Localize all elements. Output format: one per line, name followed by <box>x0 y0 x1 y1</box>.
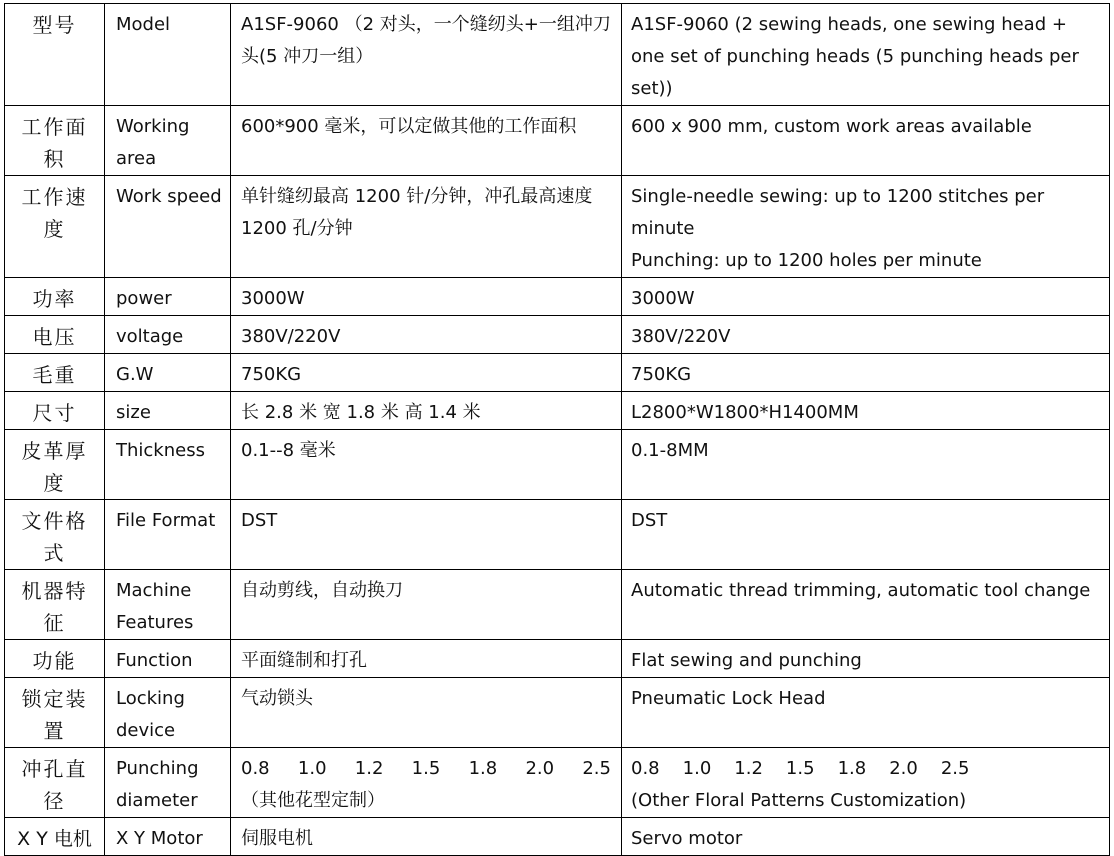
diameter-value: 1.5 <box>785 758 815 779</box>
diameter-note: （其他花型定制） <box>241 790 385 811</box>
zh-description: 长 2.8 米 宽 1.8 米 高 1.4 米 <box>231 392 622 430</box>
zh-description: 750KG <box>231 354 622 392</box>
en-label: X Y Motor <box>105 818 231 856</box>
cn-label: 功率 <box>5 278 105 316</box>
en-label: Model <box>105 4 231 106</box>
diameter-value: 1.0 <box>682 758 712 779</box>
table-row-function <box>5 640 1110 678</box>
cn-label: 工作速度 <box>5 176 105 278</box>
en-description: DST <box>622 500 1110 570</box>
table-row-locking-device <box>5 678 1110 748</box>
cn-label: 锁定装置 <box>5 678 105 748</box>
zh-description: 0.1--8 毫米 <box>231 430 622 500</box>
en-label: Locking device <box>105 678 231 748</box>
en-label: G.W <box>105 354 231 392</box>
diameter-value: 1.2 <box>734 758 763 779</box>
table-row-work-speed <box>5 176 1110 278</box>
zh-description: DST <box>231 500 622 570</box>
en-label: Work speed <box>105 176 231 278</box>
en-description: Flat sewing and punching <box>622 640 1110 678</box>
diameter-value: 2.0 <box>525 758 555 779</box>
diameter-value: 1.2 <box>354 758 384 779</box>
en-description <box>622 176 1110 278</box>
en-label: voltage <box>105 316 231 354</box>
table-row-power <box>5 278 1110 316</box>
en-description-line: Single-needle sewing: up to 1200 stitches per minute <box>631 186 1045 239</box>
diameter-value: 0.8 <box>631 758 660 779</box>
table-row-size <box>5 392 1110 430</box>
en-description: 600 x 900 mm, custom work areas available <box>622 106 1110 176</box>
en-label: Punching diameter <box>105 748 231 818</box>
cn-label: 尺寸 <box>5 392 105 430</box>
diameter-note: (Other Floral Patterns Customization) <box>631 790 967 811</box>
zh-description: 600*900 毫米，可以定做其他的工作面积 <box>231 106 622 176</box>
en-label: Machine Features <box>105 570 231 640</box>
diameter-list <box>631 753 1105 785</box>
cn-label: X Y 电机 <box>5 818 105 856</box>
table-row-thickness <box>5 430 1110 500</box>
en-description: 750KG <box>622 354 1110 392</box>
diameter-value: 1.8 <box>837 758 867 779</box>
en-label: power <box>105 278 231 316</box>
en-label: File Format <box>105 500 231 570</box>
diameter-value: 1.0 <box>297 758 327 779</box>
zh-description: 3000W <box>231 278 622 316</box>
en-description: 380V/220V <box>622 316 1110 354</box>
cn-label: 皮革厚度 <box>5 430 105 500</box>
en-description: Servo motor <box>622 818 1110 856</box>
cn-label: 冲孔直径 <box>5 748 105 818</box>
cn-label: 电压 <box>5 316 105 354</box>
table-row-xy-motor <box>5 818 1110 856</box>
table-row-punching-diameter <box>5 748 1110 818</box>
cn-label: 毛重 <box>5 354 105 392</box>
en-label: Thickness <box>105 430 231 500</box>
zh-description: A1SF-9060 （2 对头，一个缝纫头+一组冲刀头(5 冲刀一组） <box>231 4 622 106</box>
en-description <box>622 748 1110 818</box>
en-description: 0.1-8MM <box>622 430 1110 500</box>
cn-label: 功能 <box>5 640 105 678</box>
en-label: Working area <box>105 106 231 176</box>
en-description: Automatic thread trimming, automatic tool change <box>622 570 1110 640</box>
diameter-value: 2.5 <box>582 758 611 779</box>
diameter-value: 2.5 <box>940 758 970 779</box>
en-label: Function <box>105 640 231 678</box>
zh-description: 自动剪线，自动换刀 <box>231 570 622 640</box>
en-description-line: Punching: up to 1200 holes per minute <box>631 250 982 271</box>
cn-label: 型号 <box>5 4 105 106</box>
spec-table <box>4 3 1110 856</box>
table-row-model <box>5 4 1110 106</box>
cn-label: 工作面积 <box>5 106 105 176</box>
en-description: L2800*W1800*H1400MM <box>622 392 1110 430</box>
en-label: size <box>105 392 231 430</box>
zh-description: 伺服电机 <box>231 818 622 856</box>
zh-description: 单针缝纫最高 1200 针/分钟，冲孔最高速度 1200 孔/分钟 <box>231 176 622 278</box>
en-description: Pneumatic Lock Head <box>622 678 1110 748</box>
table-row-gross-weight <box>5 354 1110 392</box>
zh-description: 气动锁头 <box>231 678 622 748</box>
diameter-value: 1.8 <box>468 758 498 779</box>
table-row-voltage <box>5 316 1110 354</box>
cn-label: 文件格式 <box>5 500 105 570</box>
diameter-value: 2.0 <box>889 758 918 779</box>
zh-description: 平面缝制和打孔 <box>231 640 622 678</box>
diameter-list <box>241 753 617 785</box>
table-row-machine-features <box>5 570 1110 640</box>
cn-label: 机器特征 <box>5 570 105 640</box>
diameter-value: 0.8 <box>241 758 270 779</box>
en-description: 3000W <box>622 278 1110 316</box>
zh-description: 380V/220V <box>231 316 622 354</box>
zh-description <box>231 748 622 818</box>
en-description: A1SF-9060 (2 sewing heads, one sewing head + one set of punching heads (5 punching heads per set)) <box>622 4 1110 106</box>
diameter-value: 1.5 <box>411 758 441 779</box>
table-row-working-area <box>5 106 1110 176</box>
table-row-file-format <box>5 500 1110 570</box>
